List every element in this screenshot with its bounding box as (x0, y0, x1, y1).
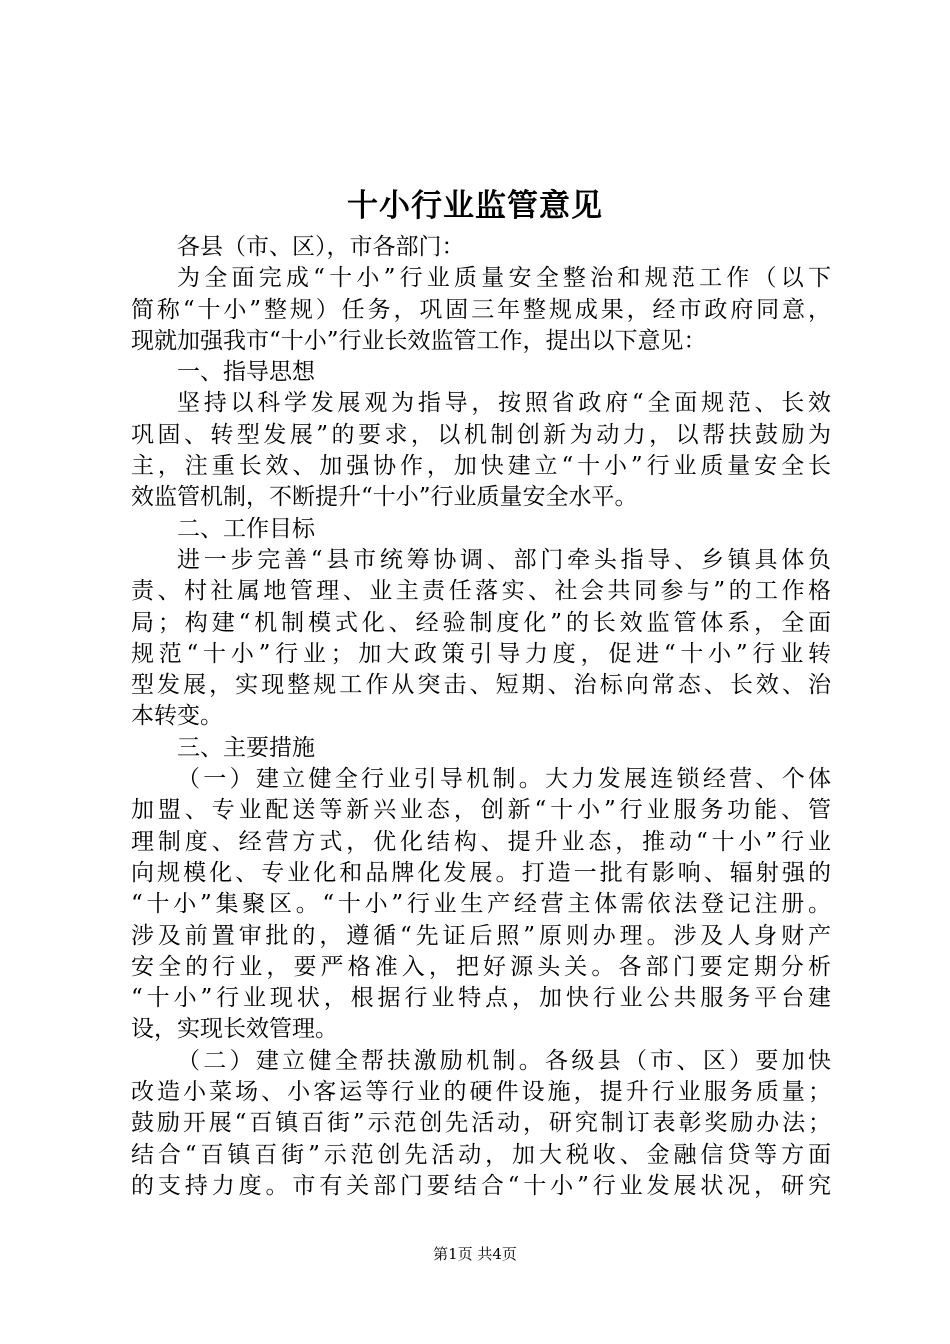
text-line: 主，注重长效、加强协作，加快建立“十小”行业质量安全长 (131, 453, 831, 480)
text-line: 型发展，实现整规工作从突击、短期、治标向常态、长效、治 (131, 672, 831, 699)
text-line: 一、指导思想 (177, 359, 315, 386)
text-line: 效监管机制，不断提升“十小”行业质量安全水平。 (131, 484, 638, 511)
text-line: （二）建立健全帮扶激励机制。各级县（市、区）要加快 (177, 1047, 831, 1074)
page-footer: 第1页 共4页 (433, 1245, 517, 1263)
text-line: 现就加强我市“十小”行业长效监管工作，提出以下意见： (131, 327, 707, 354)
text-line: 涉及前置审批的，遵循“先证后照”原则办理。涉及人身财产 (131, 922, 831, 949)
text-line: “十小”行业现状，根据行业特点，加快行业公共服务平台建 (131, 985, 831, 1012)
text-line: 三、主要措施 (177, 734, 315, 761)
text-line: 的支持力度。市有关部门要结合“十小”行业发展状况，研究 (131, 1172, 831, 1199)
document-title: 十小行业监管意见 (347, 188, 603, 224)
text-line: 各县（市、区），市各部门： (177, 234, 465, 260)
text-line: 责、村社属地管理、业主责任落实、社会共同参与”的工作格 (131, 578, 831, 605)
text-line: 进一步完善“县市统筹协调、部门牵头指导、乡镇具体负 (177, 546, 831, 573)
text-line: （一）建立健全行业引导机制。大力发展连锁经营、个体 (177, 766, 831, 793)
text-line: “十小”集聚区。“十小”行业生产经营主体需依法登记注册。 (131, 891, 831, 918)
text-line: 向规模化、专业化和品牌化发展。打造一批有影响、辐射强的 (131, 859, 831, 886)
text-line: 局；构建“机制模式化、经验制度化”的长效监管体系，全面 (131, 609, 831, 636)
text-line: 本转变。 (131, 703, 223, 730)
text-line: 改造小菜场、小客运等行业的硬件设施，提升行业服务质量； (131, 1079, 831, 1106)
text-line: 简称“十小”整规）任务，巩固三年整规成果，经市政府同意， (131, 296, 831, 323)
text-line: 安全的行业，要严格准入，把好源头关。各部门要定期分析 (131, 953, 831, 980)
text-line: 巩固、转型发展”的要求，以机制创新为动力，以帮扶鼓励为 (131, 421, 831, 448)
text-line: 二、工作目标 (177, 515, 315, 542)
text-line: 加盟、专业配送等新兴业态，创新“十小”行业服务功能、管 (131, 797, 831, 824)
document-body (131, 232, 831, 1202)
text-line: 结合“百镇百街”示范创先活动，加大税收、金融信贷等方面 (131, 1141, 831, 1168)
text-line: 为全面完成“十小”行业质量安全整治和规范工作（以下 (177, 265, 831, 292)
text-line: 理制度、经营方式，优化结构、提升业态，推动“十小”行业 (131, 828, 831, 855)
text-line: 鼓励开展“百镇百街”示范创先活动，研究制订表彰奖励办法； (131, 1110, 831, 1137)
text-line: 规范“十小”行业；加大政策引导力度，促进“十小”行业转 (131, 640, 831, 667)
text-line: 坚持以科学发展观为指导，按照省政府“全面规范、长效 (177, 390, 831, 417)
text-line: 设，实现长效管理。 (131, 1016, 338, 1043)
